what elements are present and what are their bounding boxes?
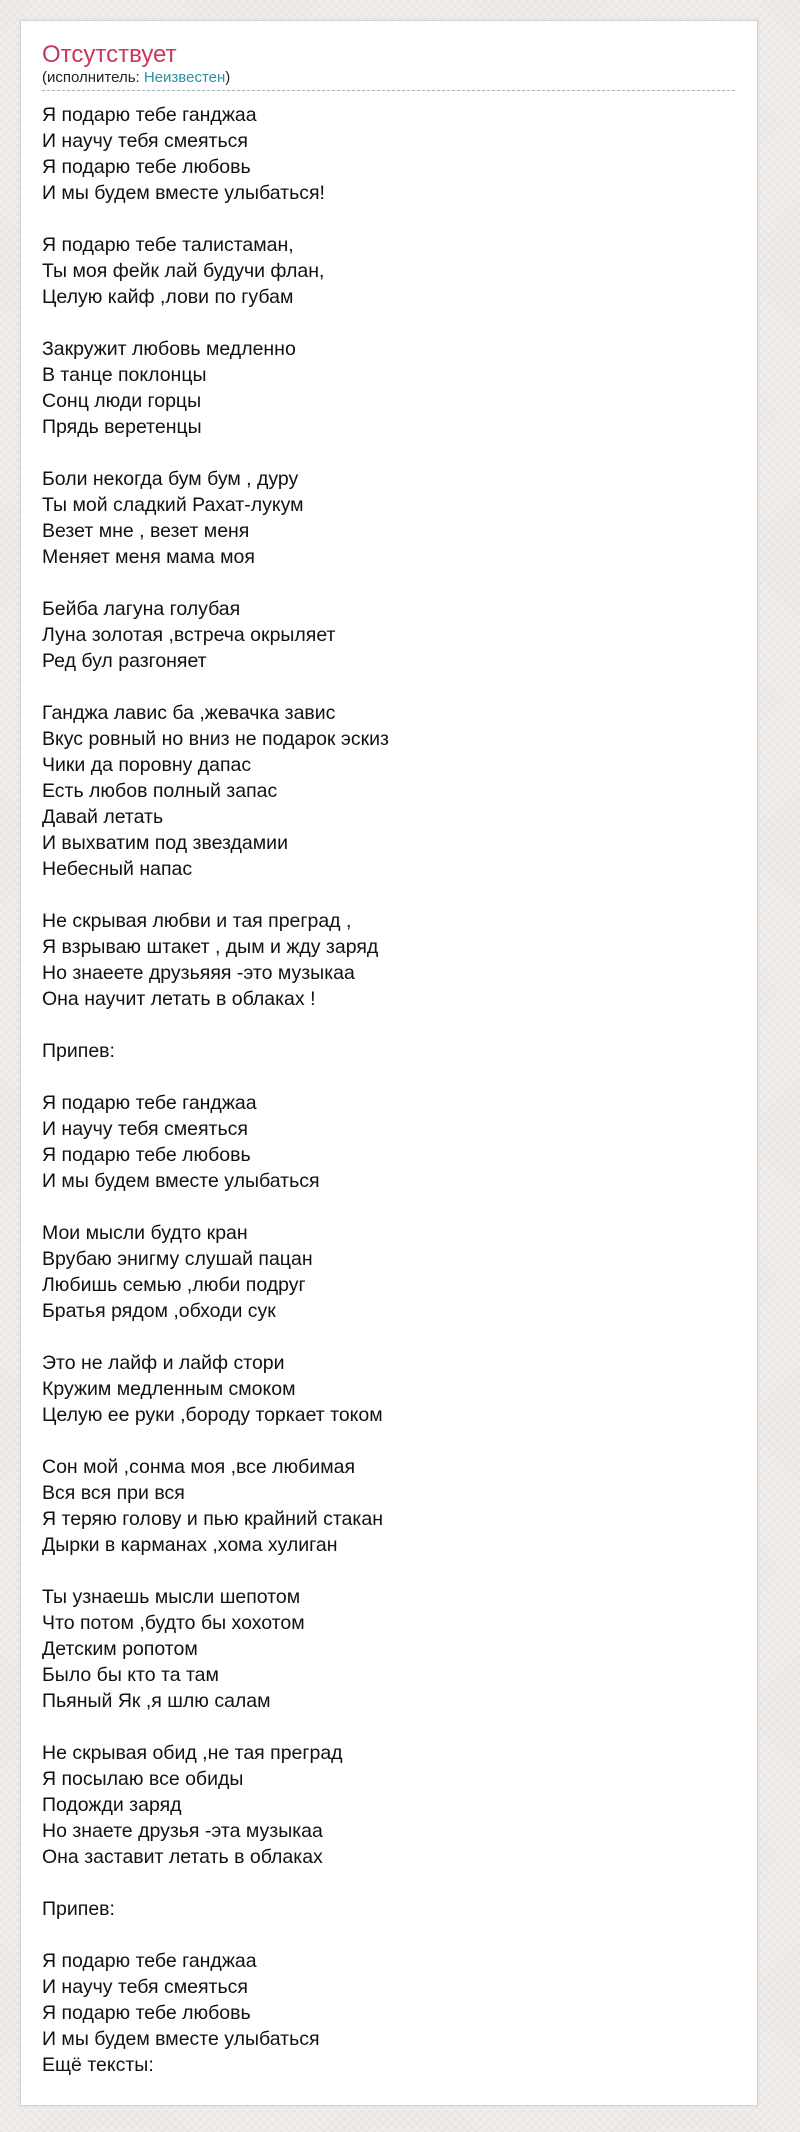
lyric-line: И научу тебя смеяться xyxy=(42,130,248,152)
lyric-line: Сон мой ,сонма моя ,все любимая xyxy=(42,1456,356,1478)
lyric-line: Сонц люди горцы xyxy=(42,390,202,412)
lyric-line: Прядь веретенцы xyxy=(42,416,202,438)
stanza-break xyxy=(42,674,735,700)
lyric-line: В танце поклонцы xyxy=(42,364,207,386)
lyric-line: Но знаеете друзьяяя -это музыкаа xyxy=(42,962,355,984)
stanza-break xyxy=(42,1012,735,1038)
lyric-line: И мы будем вместе улыбаться! xyxy=(42,182,325,204)
artist-link[interactable]: Неизвестен xyxy=(143,69,226,86)
stanza-break xyxy=(42,1870,735,1896)
lyric-line: И выхватим под звездамии xyxy=(42,832,288,854)
lyric-line: И мы будем вместе улыбаться xyxy=(42,2028,320,2050)
lyric-line: Меняет меня мама моя xyxy=(42,546,255,568)
lyric-line: Врубаю энигму слушай пацан xyxy=(42,1248,313,1270)
lyric-line: Что потом ,будто бы хохотом xyxy=(42,1612,305,1634)
lyric-line: Есть любов полный запас xyxy=(42,780,278,802)
lyric-line: Я подарю тебе ганджаа xyxy=(42,1950,257,1972)
lyric-line: Ты моя фейк лай будучи флан, xyxy=(42,260,325,282)
lyric-line: Но знаете друзья -эта музыкаа xyxy=(42,1820,323,1842)
lyric-line: Боли некогда бум бум , дуру xyxy=(42,468,299,490)
lyric-line: Дырки в карманах ,хома хулиган xyxy=(42,1534,338,1556)
artist-line xyxy=(42,69,735,91)
lyric-line: Припев: xyxy=(42,1040,115,1062)
lyric-line: Вся вся при вся xyxy=(42,1482,185,1504)
lyric-line: Я взрываю штакет , дым и жду заряд xyxy=(42,936,379,958)
lyric-line: Она научит летать в облаках ! xyxy=(42,988,316,1010)
lyric-line: Я теряю голову и пью крайний стакан xyxy=(42,1508,383,1530)
lyric-line: И научу тебя смеяться xyxy=(42,1118,248,1140)
lyric-line: Я подарю тебе талистаман, xyxy=(42,234,294,256)
lyric-line: Не скрывая любви и тая преград , xyxy=(42,910,352,932)
lyric-line: Целую кайф ,лови по губам xyxy=(42,286,294,308)
lyric-line: Ты мой сладкий Рахат-лукум xyxy=(42,494,304,516)
stanza-break xyxy=(42,1064,735,1090)
stanza-break xyxy=(42,1194,735,1220)
lyric-line: Я подарю тебе ганджаа xyxy=(42,1092,257,1114)
stanza-break xyxy=(42,1324,735,1350)
lyric-line: Любишь семью ,люби подруг xyxy=(42,1274,306,1296)
stanza-break xyxy=(42,1558,735,1584)
stanza-break xyxy=(42,882,735,908)
lyric-line: И научу тебя смеяться xyxy=(42,1976,248,1998)
lyric-line: Я подарю тебе любовь xyxy=(42,156,251,178)
lyric-line: Не скрывая обид ,не тая преград xyxy=(42,1742,343,1764)
lyric-line: Ред бул разгоняет xyxy=(42,650,207,672)
stanza-break xyxy=(42,440,735,466)
lyric-line: Закружит любовь медленно xyxy=(42,338,296,360)
lyric-line: Мои мысли будто кран xyxy=(42,1222,248,1244)
stanza-break xyxy=(42,206,735,232)
lyric-line: Она заставит летать в облаках xyxy=(42,1846,323,1868)
lyric-line: Вкус ровный но вниз не подарок эскиз xyxy=(42,728,389,750)
artist-prefix: (исполнитель: xyxy=(42,69,144,86)
lyrics-card xyxy=(20,20,758,2106)
lyrics-text xyxy=(42,102,735,2052)
stanza-break xyxy=(42,1922,735,1948)
lyric-line: Кружим медленным смоком xyxy=(42,1378,296,1400)
lyric-line: Небесный напас xyxy=(42,858,193,880)
lyric-line: Целую ее руки ,бороду торкает током xyxy=(42,1404,383,1426)
more-texts-label[interactable]: Ещё тексты: xyxy=(42,2054,154,2076)
lyric-line: Было бы кто та там xyxy=(42,1664,219,1686)
lyric-line: Луна золотая ,встреча окрыляет xyxy=(42,624,336,646)
lyric-line: Подожди заряд xyxy=(42,1794,182,1816)
lyric-line: Детским ропотом xyxy=(42,1638,198,1660)
lyric-line: Братья рядом ,обходи сук xyxy=(42,1300,276,1322)
song-title: Отсутствует xyxy=(42,41,177,68)
lyric-line: Я посылаю все обиды xyxy=(42,1768,244,1790)
lyric-line: Припев: xyxy=(42,1898,115,1920)
lyric-line: Ты узнаешь мысли шепотом xyxy=(42,1586,301,1608)
lyric-line: Я подарю тебе любовь xyxy=(42,2002,251,2024)
stanza-break xyxy=(42,1428,735,1454)
lyric-line: Бейба лагуна голубая xyxy=(42,598,241,620)
lyric-line: Это не лайф и лайф стори xyxy=(42,1352,285,1374)
lyric-line: Я подарю тебе ганджаа xyxy=(42,104,257,126)
lyric-line: Пьяный Як ,я шлю салам xyxy=(42,1690,271,1712)
stanza-break xyxy=(42,1714,735,1740)
stanza-break xyxy=(42,570,735,596)
lyric-line: Везет мне , везет меня xyxy=(42,520,250,542)
stanza-break xyxy=(42,310,735,336)
lyric-line: Я подарю тебе любовь xyxy=(42,1144,251,1166)
artist-suffix: ) xyxy=(225,69,231,86)
lyric-line: Ганджа лавис ба ,жевачка завис xyxy=(42,702,336,724)
lyric-line: Давай летать xyxy=(42,806,164,828)
lyric-line: И мы будем вместе улыбаться xyxy=(42,1170,320,1192)
lyric-line: Чики да поровну дапас xyxy=(42,754,252,776)
